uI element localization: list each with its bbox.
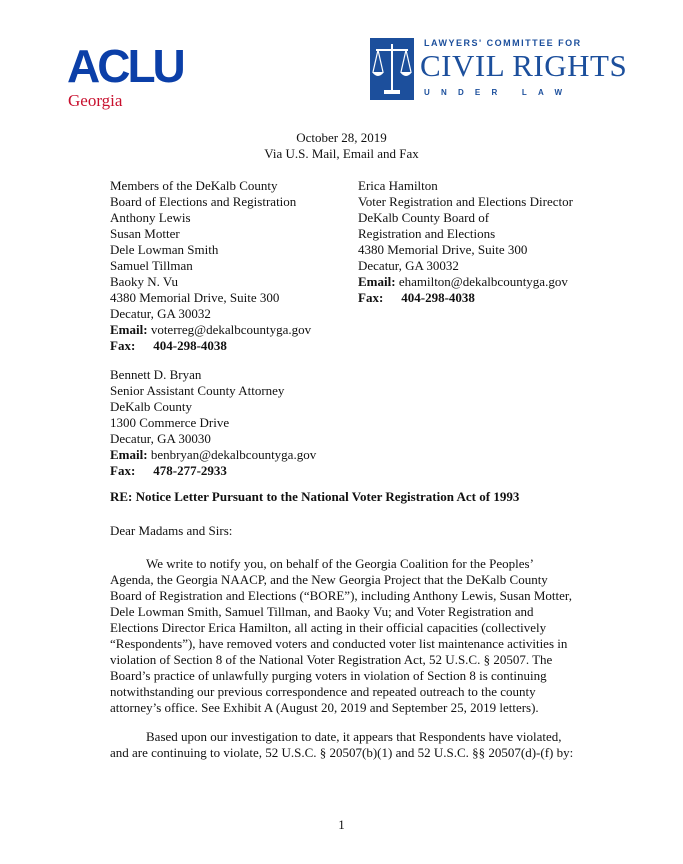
fax-line <box>358 290 573 306</box>
email-label: Email: <box>110 447 148 462</box>
fax-label: Fax: <box>358 290 384 305</box>
fax-line <box>110 338 311 354</box>
page-number: 1 <box>338 817 345 832</box>
paragraph-line: We write to notify you, on behalf of the Georgia Coalition for the Peoples’ <box>146 556 534 571</box>
subject-line: RE: Notice Letter Pursuant to the National Voter Registration Act of 1993 <box>110 489 520 504</box>
email-line <box>110 322 311 338</box>
address-line: Decatur, GA 30032 <box>358 258 459 273</box>
address-line: Bennett D. Bryan <box>110 367 202 382</box>
paragraph-line: “Respondents”), have removed voters and conducted voter list maintenance activities in <box>110 636 568 651</box>
paragraph-line: and are continuing to violate, 52 U.S.C. § 20507(b)(1) and 52 U.S.C. §§ 20507(d)-(f) by: <box>110 745 574 760</box>
email-line <box>358 274 573 290</box>
address-line: Voter Registration and Elections Director <box>358 194 573 209</box>
scales-of-justice-icon <box>370 38 414 100</box>
email-address: benbryan@dekalbcountyga.gov <box>150 447 317 462</box>
aclu-logo-wordmark: ACLU <box>67 40 183 92</box>
paragraph-line: Dele Lowman Smith, Samuel Tillman, and Baoky Vu; and Voter Registration and <box>110 604 534 619</box>
paragraph-line: Based upon our investigation to date, it appears that Respondents have violated, <box>146 729 562 744</box>
fax-line <box>110 463 316 479</box>
fax-number: 404-298-4038 <box>401 290 475 305</box>
paragraph-line: Board’s practice of unlawfully purging voters in violation of Section 8 is continuing <box>110 668 547 683</box>
letter-date: October 28, 2019 <box>296 130 387 145</box>
fax-number: 404-298-4038 <box>153 338 227 353</box>
paragraph-line: Elections Director Erica Hamilton, all acting in their official capacities (collectively <box>110 620 547 635</box>
recipient-attorney-block <box>110 367 316 479</box>
lcr-logo-bottom-text: UNDER LAW <box>424 88 574 97</box>
email-line <box>110 447 316 463</box>
address-line: Samuel Tillman <box>110 258 193 273</box>
paragraph-line: violation of Section 8 of the National Voter Registration Act, 52 U.S.C. § 20507. The <box>110 652 553 667</box>
email-address: voterreg@dekalbcountyga.gov <box>150 322 312 337</box>
address-line: Erica Hamilton <box>358 178 438 193</box>
address-line: Decatur, GA 30032 <box>110 306 211 321</box>
paragraph-line: notwithstanding our previous correspondence and repeated outreach to the county <box>110 684 536 699</box>
fax-label: Fax: <box>110 463 136 478</box>
recipient-director-block <box>358 178 573 306</box>
body-paragraph-2 <box>110 729 580 761</box>
paragraph-line: Board of Registration and Elections (“BORE”), including Anthony Lewis, Susan Motter, <box>110 588 572 603</box>
fax-number: 478-277-2933 <box>153 463 227 478</box>
address-line: 4380 Memorial Drive, Suite 300 <box>110 290 280 305</box>
fax-label: Fax: <box>110 338 136 353</box>
address-line: Anthony Lewis <box>110 210 191 225</box>
delivery-method: Via U.S. Mail, Email and Fax <box>264 146 419 161</box>
lcr-logo-top-text: LAWYERS' COMMITTEE FOR <box>424 38 582 48</box>
address-line: DeKalb County <box>110 399 192 414</box>
paragraph-line: Agenda, the Georgia NAACP, and the New Georgia Project that the DeKalb County <box>110 572 548 587</box>
aclu-logo-state: Georgia <box>68 91 123 110</box>
lcr-logo-main-text: CIVIL RIGHTS <box>420 48 628 83</box>
email-label: Email: <box>110 322 148 337</box>
address-line: Registration and Elections <box>358 226 496 241</box>
email-label: Email: <box>358 274 396 289</box>
address-line: Baoky N. Vu <box>110 274 178 289</box>
address-line: Senior Assistant County Attorney <box>110 383 285 398</box>
address-line: Dele Lowman Smith <box>110 242 219 257</box>
address-line: Susan Motter <box>110 226 180 241</box>
address-line: Decatur, GA 30030 <box>110 431 211 446</box>
recipient-board-block <box>110 178 311 354</box>
salutation: Dear Madams and Sirs: <box>110 523 233 538</box>
address-line: 1300 Commerce Drive <box>110 415 230 430</box>
address-line: 4380 Memorial Drive, Suite 300 <box>358 242 528 257</box>
lawyers-committee-logo <box>370 38 628 102</box>
aclu-georgia-logo <box>67 40 183 111</box>
address-line: DeKalb County Board of <box>358 210 490 225</box>
email-address: ehamilton@dekalbcountyga.gov <box>398 274 568 289</box>
paragraph-line: attorney’s office. See Exhibit A (August 20, 2019 and September 25, 2019 letters). <box>110 700 539 715</box>
address-line: Board of Elections and Registration <box>110 194 297 209</box>
address-line: Members of the DeKalb County <box>110 178 278 193</box>
body-paragraph-1 <box>110 556 580 716</box>
